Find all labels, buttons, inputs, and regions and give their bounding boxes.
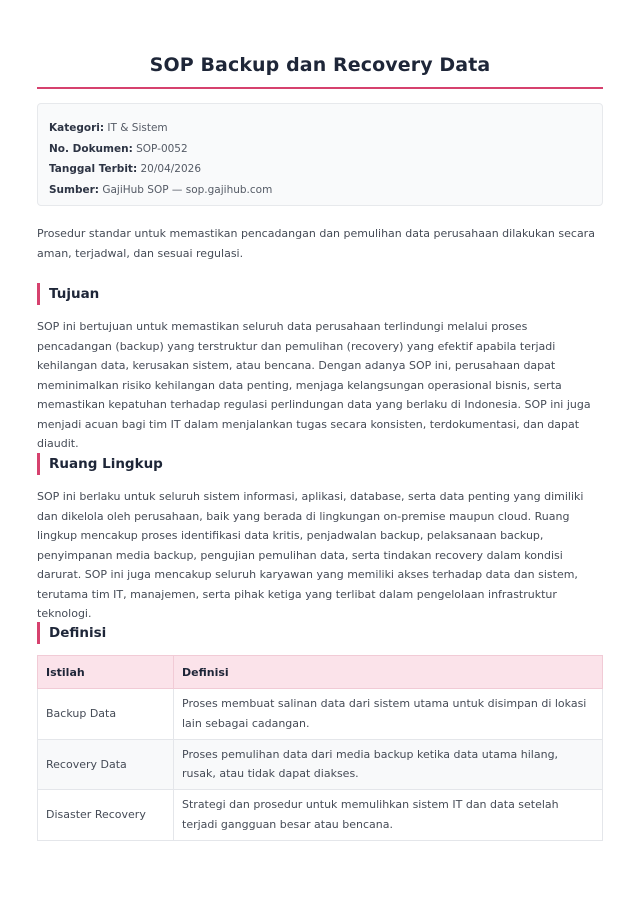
definition-cell: Proses membuat salinan data dari sistem utama untuk disimpan di lokasi lain sebagai cadangan. <box>174 689 603 740</box>
intro-paragraph: Prosedur standar untuk memastikan pencadangan dan pemulihan data perusahaan dilakukan secara aman, terjadwal, dan sesuai regulasi. <box>37 227 595 260</box>
term-cell: Disaster Recovery <box>38 790 174 841</box>
definition-cell: Strategi dan prosedur untuk memulihkan sistem IT dan data setelah terjadi gangguan besar atau bencana. <box>174 790 603 841</box>
table-row <box>38 689 603 740</box>
term-cell: Backup Data <box>38 689 174 740</box>
table-row <box>38 739 603 790</box>
meta-value: 20/04/2026 <box>140 163 202 175</box>
section-heading-ruang-lingkup: Ruang Lingkup <box>37 453 603 475</box>
meta-label: Tanggal Terbit: <box>49 163 138 175</box>
column-header-term: Istilah <box>38 656 174 689</box>
term-cell: Recovery Data <box>38 739 174 790</box>
meta-document-number <box>49 139 591 160</box>
document-meta-box <box>37 103 603 206</box>
meta-label: No. Dokumen: <box>49 142 133 155</box>
meta-source <box>49 180 591 201</box>
section-body-tujuan: SOP ini bertujuan untuk memastikan seluruh data perusahaan terlindungi melalui proses pencadangan (backup) yang terstruktur dan pemulihan (recovery) yang efektif apabila terjadi kehilangan data, kerusakan sistem, atau bencana. Dengan adanya SOP ini, perusahaan dapat meminimalkan risiko kehilangan data penting, menjaga kelangsungan operasional bisnis, serta memastikan kepatuhan terhadap regulasi perlindungan data yang berlaku di Indonesia. SOP ini juga menjadi acuan bagi tim IT dalam menjalankan tugas secara konsisten, terdokumentasi, dan dapat diaudit. <box>37 320 591 450</box>
meta-value: IT & Sistem <box>107 122 168 134</box>
section-body-ruang-lingkup: SOP ini berlaku untuk seluruh sistem informasi, aplikasi, database, serta data penting yang dimiliki dan dikelola oleh perusahaan, baik yang berada di lingkungan on-premise maupun cloud. Ruang lingkup mencakup proses identifikasi data kritis, penjadwalan backup, pelaksanaan backup, penyimpanan media backup, pengujian pemulihan data, serta tindakan recovery dalam kondisi darurat. SOP ini juga mencakup seluruh karyawan yang memiliki akses terhadap data dan sistem, terutama tim IT, manajemen, serta pihak ketiga yang terlibat dalam pengelolaan infrastruktur teknologi. <box>37 490 584 620</box>
meta-category <box>49 118 591 139</box>
section-heading-tujuan: Tujuan <box>37 283 603 305</box>
section-heading-definisi: Definisi <box>37 622 603 644</box>
table-row <box>38 790 603 841</box>
definition-cell: Proses pemulihan data dari media backup ketika data utama hilang, rusak, atau tidak dapat diakses. <box>174 739 603 790</box>
meta-value: GajiHub SOP — sop.gajihub.com <box>102 183 273 196</box>
page-title: SOP Backup dan Recovery Data <box>149 54 491 76</box>
table-header-row <box>38 656 603 689</box>
meta-issue-date <box>49 159 591 180</box>
definitions-table <box>37 655 603 841</box>
meta-label: Kategori: <box>49 122 105 134</box>
column-header-definition: Definisi <box>174 656 603 689</box>
meta-label: Sumber: <box>49 183 99 196</box>
meta-value: SOP-0052 <box>136 142 188 155</box>
title-divider <box>37 87 603 89</box>
